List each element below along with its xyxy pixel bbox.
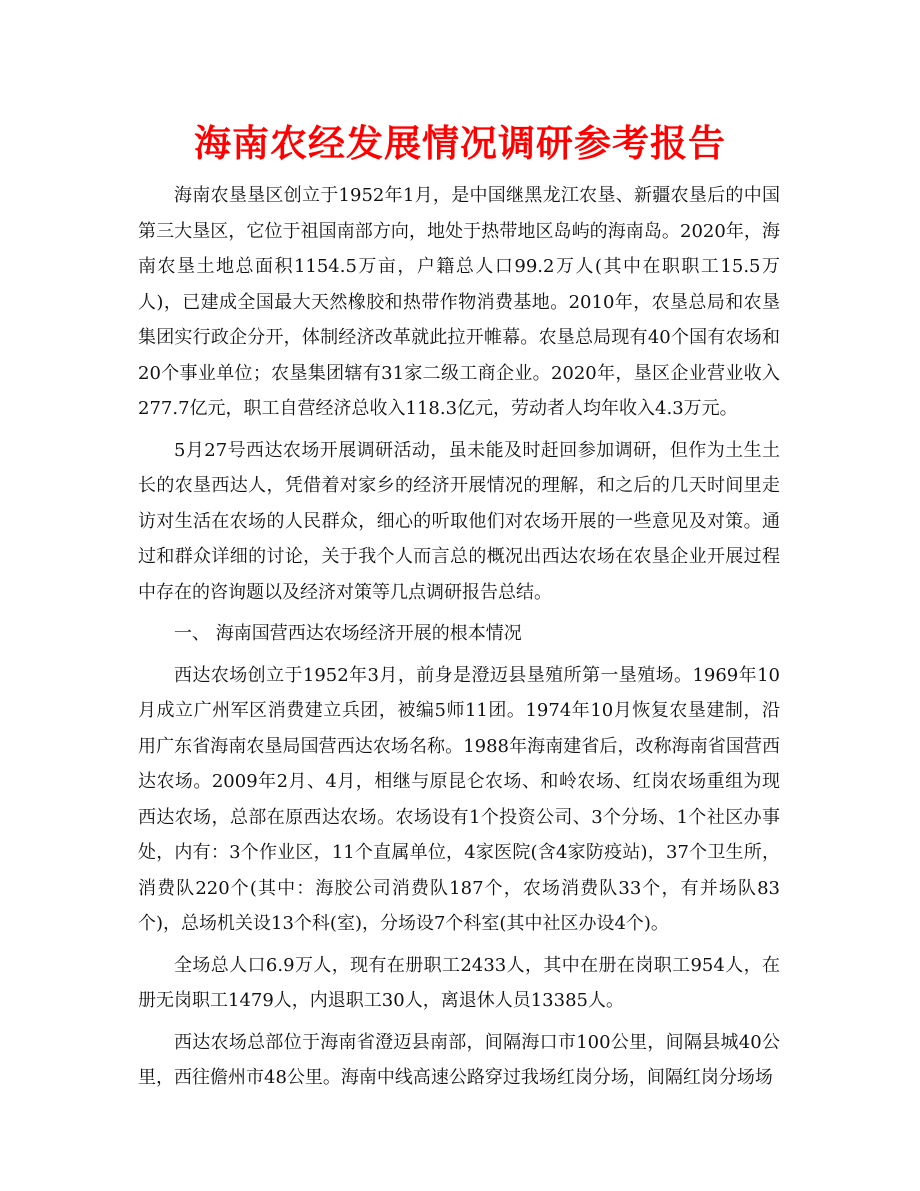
document-title: 海南农经发展情况调研参考报告 [194,121,726,165]
paragraph-survey: 5月27号西达农场开展调研活动，虽未能及时赶回参加调研，但作为土生土长的农垦西达人，凭借着对家乡的经济开展情况的理解，和之后的几天时间里走访对生活在农场的人民群众，细心的听取他们对农场开展的一些意见及对策。通过和群众详细的讨论，关于我个人而言总的概况出西达农场在农垦企业开展过程中存在的咨询题以及经济对策等几点调研报告总结。 [138,439,780,603]
paragraph-farm-history: 西达农场创立于1952年3月，前身是澄迈县垦殖所第一垦殖场。1969年10月成立广州军区消费建立兵团，被编5师11团。1974年10月恢复农垦建制，沿用广东省海南农垦局国营西达农场名称。1988年海南建省后，改称海南省国营西达农场。2009年2月、4月，相继与原昆仑农场、和岭农场、红岗农场重组为现西达农场，总部在原西达农场。农场设有1个投资公司、3个分场、1个社区办事处，内有：3个作业区，11个直属单位，4家医院(含4家防疫站)，37个卫生所，消费队220个(其中：海胶公司消费队187个，农场消费队33个，有并场队83个)，总场机关设13个科(室)，分场设7个科室(其中社区办设4个)。 [138,664,780,934]
section-heading: 一、 海南国营西达农场经济开展的根本情况 [174,623,522,644]
paragraph-population: 全场总人口6.9万人，现有在册职工2433人，其中在册在岗职工954人，在册无岗职工1479人，内退职工30人，离退休人员13385人。 [138,954,780,1011]
document-body [138,178,780,1102]
paragraph-intro: 海南农垦垦区创立于1952年1月，是中国继黑龙江农垦、新疆农垦后的中国第三大垦区，它位于祖国南部方向，地处于热带地区岛屿的海南岛。2020年，海南农垦土地总面积1154.5万亩，户籍总人口99.2万人(其中在职职工15.5万人)，已建成全国最大天然橡胶和热带作物消费基地。2010年，农垦总局和农垦集团实行政企分开，体制经济改革就此拉开帷幕。农垦总局现有40个国有农场和20个事业单位；农垦集团辖有31家二级工商企业。2020年，垦区企业营业收入277.7亿元，职工自营经济总收入118.3亿元，劳动者人均年收入4.3万元。 [138,185,780,419]
paragraph-location: 西达农场总部位于海南省澄迈县南部，间隔海口市100公里，间隔县城40公里，西往儋州市48公里。海南中线高速公路穿过我场红岗分场，间隔红岗分场场 [138,1031,780,1088]
